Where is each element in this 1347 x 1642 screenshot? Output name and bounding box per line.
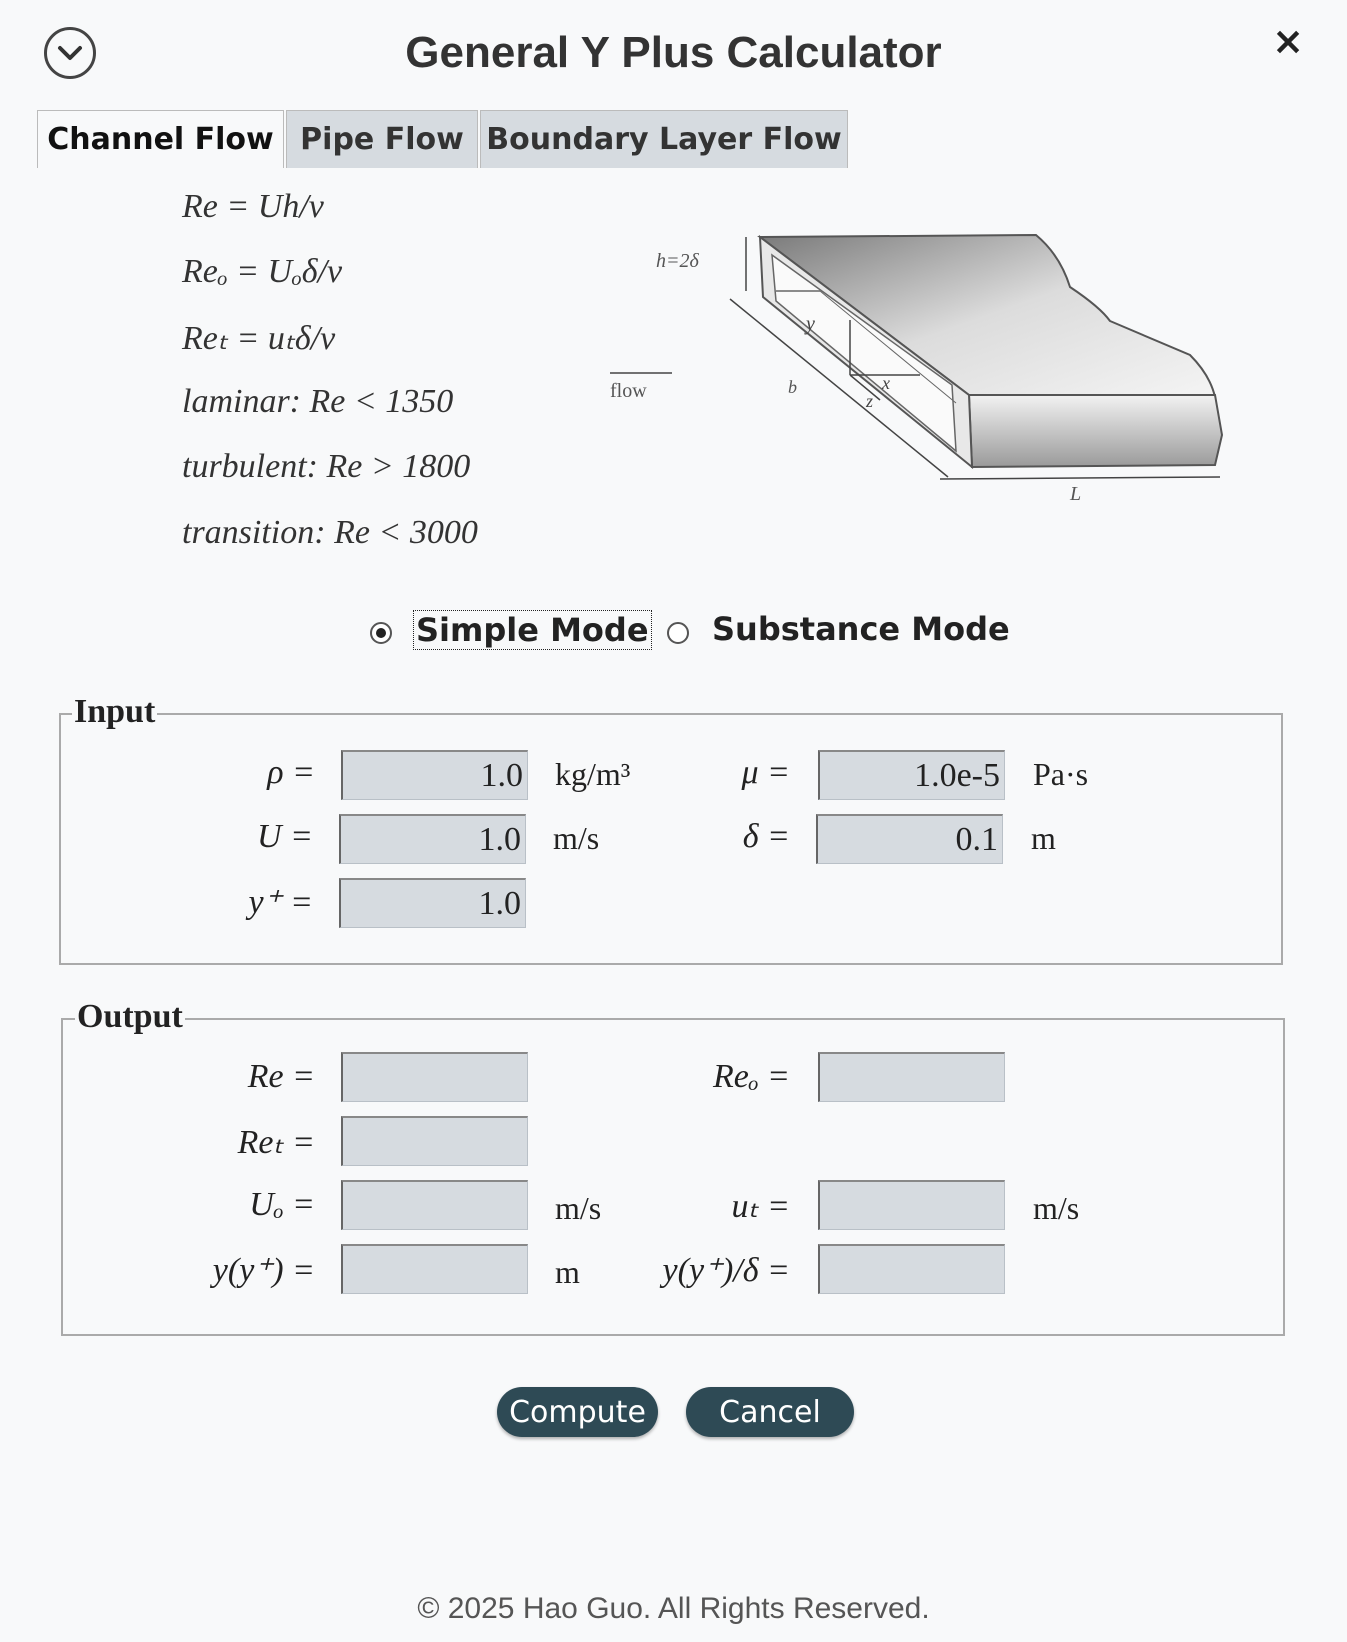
formula-transition: transition: Re < 3000 [182, 514, 478, 551]
formula-laminar: laminar: Re < 1350 [182, 383, 454, 420]
channel-flow-diagram [610, 225, 1270, 535]
u-unit: m/s [553, 820, 600, 856]
rho-input[interactable] [341, 750, 528, 800]
tab-pipe-flow[interactable]: Pipe Flow [286, 110, 478, 168]
re0-output[interactable] [818, 1052, 1005, 1102]
diagram-h-label: h=2δ [656, 250, 699, 272]
u0-output[interactable] [341, 1180, 528, 1230]
ut-output[interactable] [818, 1180, 1005, 1230]
footer-copyright: © 2025 Hao Guo. All Rights Reserved. [417, 1592, 930, 1625]
u0-unit: m/s [555, 1190, 602, 1226]
mu-input[interactable] [818, 750, 1005, 800]
diagram-l-label: L [1070, 483, 1082, 505]
ut-unit: m/s [1033, 1190, 1080, 1226]
diagram-flow-label: flow [610, 380, 647, 402]
ret-output[interactable] [341, 1116, 528, 1166]
ret-label: Reₜ = [237, 1124, 315, 1161]
ydelta-label: y(y⁺)/δ = [662, 1252, 790, 1289]
substance-mode-radio[interactable] [667, 622, 689, 644]
re-output[interactable] [341, 1052, 528, 1102]
u-label: U = [257, 818, 313, 855]
y-output[interactable] [341, 1244, 528, 1294]
diagram-z-label: z [866, 391, 874, 411]
mu-unit: Pa·s [1033, 756, 1089, 792]
formula-turbulent: turbulent: Re > 1800 [182, 448, 471, 485]
formula-ret: Reₜ = uₜδ/ν [182, 320, 336, 357]
output-legend: Output [77, 998, 183, 1035]
diagram-x-label: x [882, 373, 890, 393]
ydelta-output[interactable] [818, 1244, 1005, 1294]
ut-label: uₜ = [731, 1188, 790, 1225]
input-legend: Input [74, 693, 156, 730]
re0-label: Reₒ = [712, 1058, 790, 1095]
re-label: Re = [247, 1058, 315, 1095]
simple-mode-radio[interactable] [370, 622, 392, 644]
diagram-b-label: b [788, 377, 797, 397]
cancel-button[interactable]: Cancel [686, 1387, 854, 1437]
mu-label: μ = [741, 754, 790, 791]
diagram-y-label: y [806, 313, 815, 335]
dialog-title: General Y Plus Calculator [405, 28, 942, 77]
u-input[interactable] [339, 814, 526, 864]
rho-label: ρ = [267, 754, 315, 791]
rho-unit: kg/m³ [555, 756, 631, 792]
formula-re: Re = Uh/ν [182, 188, 324, 225]
u0-label: Uₒ = [249, 1186, 315, 1223]
tab-boundary-layer-flow[interactable]: Boundary Layer Flow [480, 110, 848, 168]
substance-mode-label[interactable]: Substance Mode [712, 610, 1010, 648]
close-icon[interactable]: × [1272, 19, 1304, 63]
formula-re0: Reₒ = Uₒδ/ν [182, 253, 343, 290]
y-unit: m [555, 1254, 580, 1290]
simple-mode-label[interactable]: Simple Mode [413, 610, 652, 650]
compute-button[interactable]: Compute [497, 1387, 658, 1437]
yplus-label: y⁺ = [248, 884, 313, 921]
y-label: y(y⁺) = [212, 1252, 315, 1289]
tab-channel-flow[interactable]: Channel Flow [37, 110, 284, 168]
yplus-input[interactable] [339, 878, 526, 928]
delta-label: δ = [742, 818, 790, 855]
delta-input[interactable] [816, 814, 1003, 864]
delta-unit: m [1031, 820, 1056, 856]
